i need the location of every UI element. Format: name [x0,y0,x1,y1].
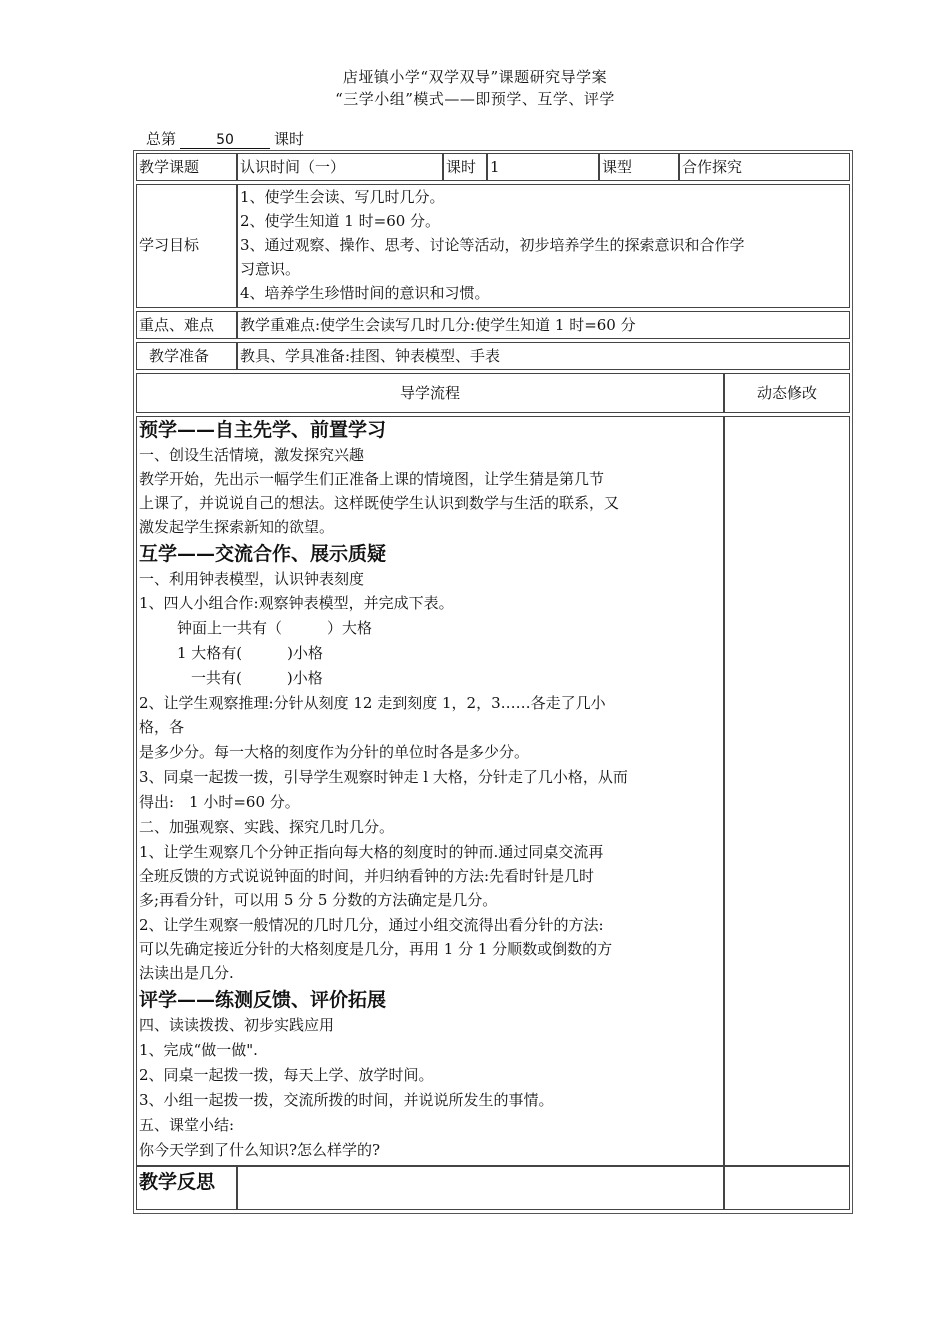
period-number: 50 [180,132,270,149]
flow-line: 2、让学生观察推理:分针从刻度 12 走到刻度 1，2，3……各走了几小 [139,694,606,712]
flow-line: 1、让学生观察几个分钟正指向每大格的刻度时的钟而.通过同桌交流再 [139,843,604,861]
goal-line: 4、培养学生珍惜时间的意识和习惯。 [240,284,490,302]
flow-line: 上课了，并说说自己的想法。这样既使学生认识到数学与生活的联系，又 [139,494,620,512]
section-title-prelearn: 预学——自主先学、前置学习 [139,419,387,441]
flow-line: 3、同桌一起拨一拨，引导学生观察时钟走 l 大格，分针走了几小格，从而 [139,768,628,786]
flow-line: 你今天学到了什么知识?怎么样学的? [139,1141,381,1159]
goals-label-cell [136,184,237,308]
hours-value: 1 [490,158,500,176]
hours-label-cell [443,153,487,181]
flow-line: 一、创设生活情境，激发探究兴趣 [139,446,365,464]
goals-label: 学习目标 [139,236,200,254]
doc-title-line1: 店垭镇小学“双学双导”课题研究导学案 [342,68,608,86]
type-label: 课型 [602,158,633,176]
key-points-value: 教学重难点:使学生会读写几时几分:使学生知道 1 时=60 分 [240,316,636,334]
section-title-mutual: 互学——交流合作、展示质疑 [139,543,387,565]
goal-line: 习意识。 [240,260,301,278]
flow-line: 多;再看分针，可以用 5 分 5 分数的方法确定是几分。 [139,891,498,909]
topic-value: 认识时间（一） [240,158,346,176]
flow-header: 导学流程 [399,384,460,402]
flow-line: 3、小组一起拨一拨，交流所拨的时间，并说说所发生的事情。 [139,1091,554,1109]
flow-line: 五、课堂小结: [139,1116,235,1134]
period-line [146,128,304,149]
goals-content-cell [237,184,850,308]
topic-label: 教学课题 [139,158,200,176]
topic-value-cell [237,153,443,181]
prep-value-cell [237,342,850,370]
flow-line: 四、读读拨拨、初步实践应用 [139,1016,335,1034]
revision-header-cell [724,373,850,413]
topic-label-cell [136,153,237,181]
reflection-label-cell [136,1166,237,1210]
reflection-label: 教学反思 [139,1171,216,1193]
goal-line: 3、通过观察、操作、思考、讨论等活动，初步培养学生的探索意识和合作学 [240,236,745,254]
type-value-cell [679,153,850,181]
flow-line: 一、利用钟表模型，认识钟表刻度 [139,570,365,588]
revision-header: 动态修改 [756,384,817,402]
period-suffix: 课时 [274,130,305,148]
goal-line: 1、使学生会读、写几时几分。 [240,188,445,206]
flow-line: 格，各 [139,718,185,736]
flow-line: 全班反馈的方式说说钟面的时间，并归纳看钟的方法:先看时针是几时 [139,867,595,885]
flow-line: 教学开始，先出示一幅学生们正准备上课的情境图，让学生猜是第几节 [139,470,605,488]
prep-label-cell [136,342,237,370]
flow-line: 激发起学生探索新知的欲望。 [139,518,335,536]
flow-line: 法读出是几分. [139,964,234,982]
flow-content-cell [136,416,724,1166]
period-prefix: 总第 [146,130,177,148]
type-label-cell [599,153,679,181]
flow-line: 二、加强观察、实践、探究几时几分。 [139,818,395,836]
flow-header-cell [136,373,724,413]
reflection-content-cell [237,1166,724,1210]
key-points-value-cell [237,311,850,339]
prep-label: 教学准备 [149,347,210,365]
hours-label: 课时 [446,158,477,176]
flow-line: 钟面上一共有（ ）大格 [177,619,373,637]
goal-line: 2、使学生知道 1 时=60 分。 [240,212,441,230]
prep-value: 教具、学具准备:挂图、钟表模型、手表 [240,347,501,365]
flow-line: 1、四人小组合作:观察钟表模型，并完成下表。 [139,594,454,612]
flow-line: 2、让学生观察一般情况的几时几分，通过小组交流得出看分针的方法: [139,916,604,934]
key-points-label: 重点、难点 [139,316,215,334]
flow-line: 得出: 1 小时=60 分。 [139,793,300,811]
flow-line: 1、完成“做一做". [139,1041,258,1059]
key-points-label-cell [136,311,237,339]
flow-line: 可以先确定接近分针的大格刻度是几分，再用 1 分 1 分顺数或倒数的方 [139,940,613,958]
doc-title-line2: “三学小组”模式——即预学、互学、评学 [335,90,615,108]
type-value: 合作探究 [682,158,743,176]
flow-line: 1 大格有( )小格 [177,644,324,662]
section-title-evaluate: 评学——练测反馈、评价拓展 [139,989,387,1011]
flow-line: 一共有( )小格 [191,669,323,687]
flow-line: 是多少分。每一大格的刻度作为分针的单位时各是多少分。 [139,743,530,761]
reflection-revision-cell [724,1166,850,1210]
flow-line: 2、同桌一起拨一拨，每天上学、放学时间。 [139,1066,434,1084]
revision-content-cell [724,416,850,1166]
hours-value-cell [487,153,599,181]
lesson-plan-table [133,150,853,1214]
